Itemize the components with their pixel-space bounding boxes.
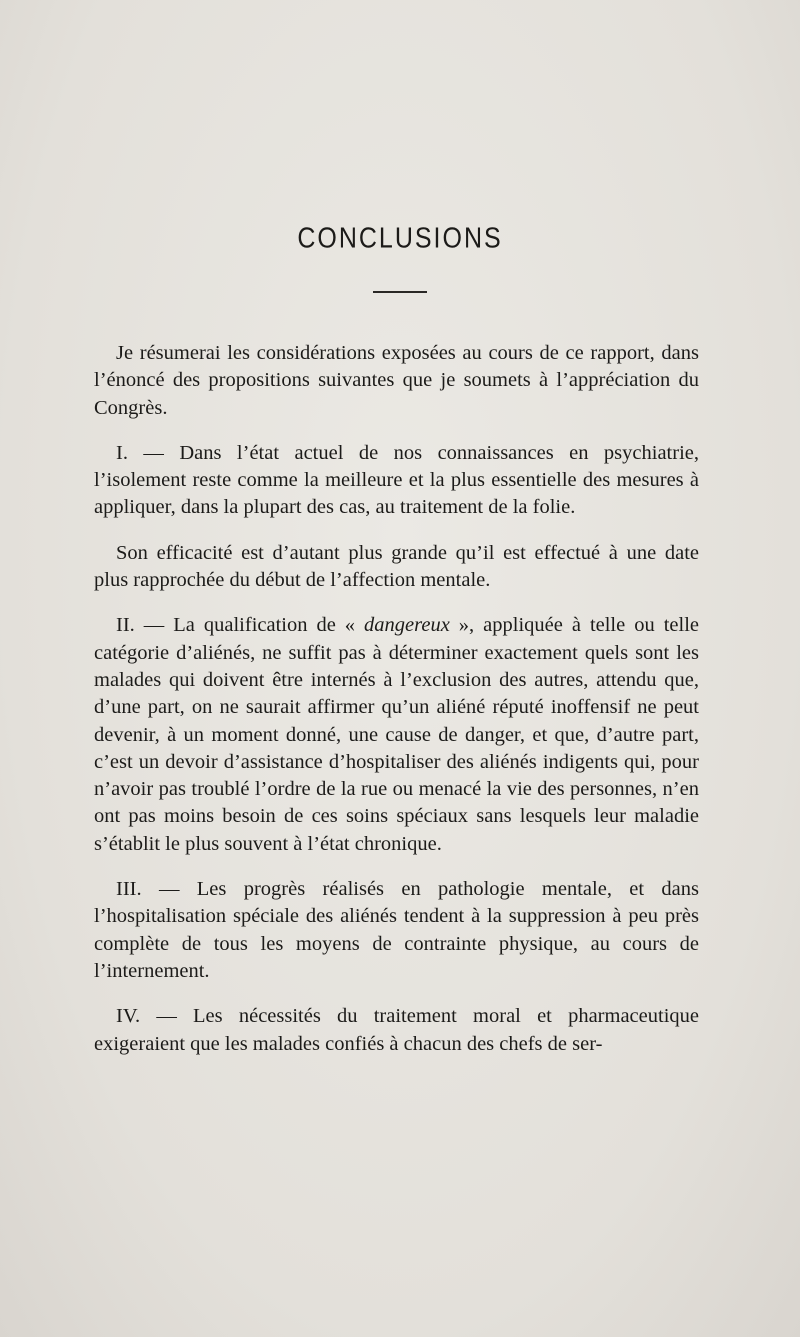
paragraph-1b: Son efficacité est d’autant plus grande qu’il est effectué à une date plus rapprochée du début de l’affection mentale. bbox=[94, 541, 699, 592]
paragraph-2-italic: dangereux bbox=[364, 614, 450, 637]
paragraph-2-start: II. — La qualification de « bbox=[116, 614, 365, 637]
title-rule bbox=[373, 291, 427, 293]
paragraph-2 bbox=[94, 612, 699, 858]
paragraph-1: I. — Dans l’état actuel de nos connaissances en psychiatrie, l’isolement reste comme la meilleure et la plus essentielle des mesures à appliquer, dans la plupart des cas, au traitement de la folie. bbox=[94, 441, 699, 519]
page-title: CONCLUSIONS bbox=[297, 222, 503, 255]
paragraph-3: III. — Les progrès réalisés en pathologie mentale, et dans l’hospitalisation spéciale des aliénés tendent à la suppression à peu près complète de tous les moyens de contrainte physique, au cours de l’internement. bbox=[94, 878, 699, 982]
paragraph-4: IV. — Les nécessités du traitement moral et pharmaceutique exigeraient que les malades confiés à chacun des chefs de ser- bbox=[94, 1005, 699, 1055]
paragraph-2-end: », appliquée à telle ou telle catégorie d’aliénés, ne suffit pas à déterminer exactement quels sont les malades qui doivent être internés à l’exclusion des autres, attendu que, d’une part, on ne saurait affirmer qu’un aliéné réputé inoffensif ne peut devenir, à un moment donné, une cause de danger, et que, d’autre part, c’est un devoir d’assistance d’hospitaliser des aliénés indigents qui, pour n’avoir pas troublé l’ordre de la rue ou menacé la vie des personnes, n’en ont pas moins besoin de ces soins spéciaux sans lesquels leur maladie s’établit le plus souvent à l’état chronique. bbox=[94, 614, 699, 855]
body-text bbox=[94, 340, 699, 1076]
intro-paragraph: Je résumerai les considérations exposées au cours de ce rapport, dans l’énoncé des propositions suivantes que je soumets à l’appréciation du Congrès. bbox=[94, 342, 699, 419]
